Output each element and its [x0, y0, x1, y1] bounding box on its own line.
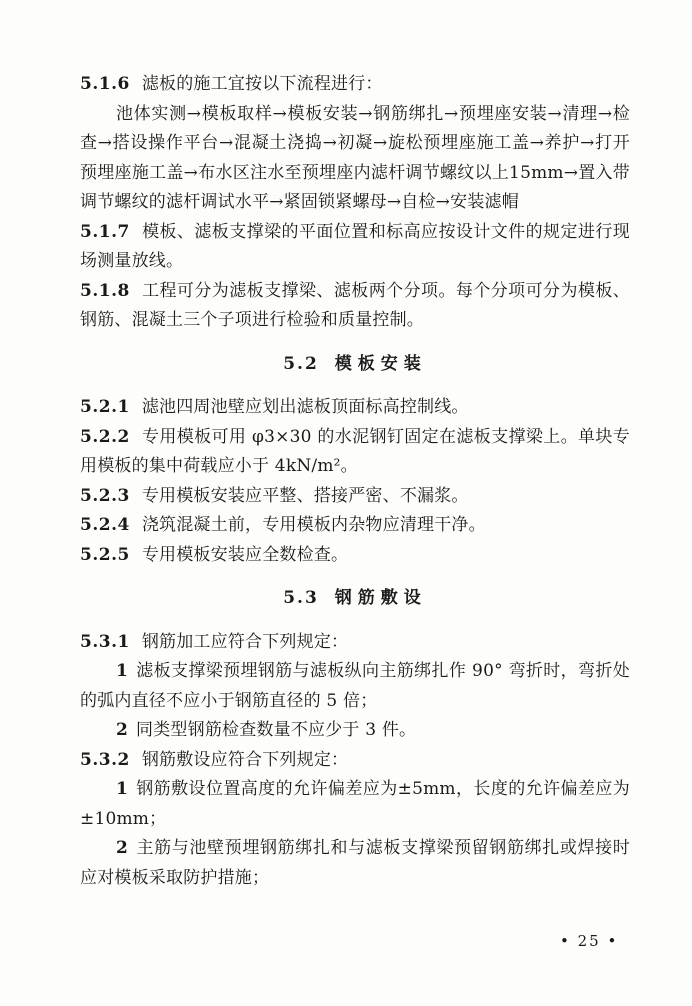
- clause-number: 5.2.1: [80, 397, 130, 417]
- document-page: [80, 70, 630, 893]
- clause-5-1-8: [80, 277, 630, 336]
- clause-number: 5.1.7: [80, 221, 130, 242]
- clause-5-3-2: [80, 746, 630, 776]
- item-number: 1: [116, 779, 129, 799]
- item-text: 同类型钢筋检查数量不应少于 3 件。: [136, 720, 417, 740]
- list-item: [80, 716, 630, 746]
- clause-number: 5.2.3: [80, 485, 130, 506]
- list-item: [80, 657, 630, 716]
- clause-text: 钢筋加工应符合下列规定：: [141, 631, 349, 652]
- clause-text: 工程可分为滤板支撑梁、滤板两个分项。每个分项可分为模板、钢筋、混凝土三个子项进行检验和质量控制。: [80, 280, 630, 330]
- section-title: 模板安装: [334, 353, 427, 374]
- clause-text: 专用模板安装应全数检查。: [141, 544, 349, 565]
- clause-text: 浇筑混凝土前，专用模板内杂物应清理干净。: [141, 515, 486, 535]
- clause-number: 5.1.6: [80, 74, 130, 94]
- clause-5-2-4: [80, 511, 630, 541]
- clause-number: 5.2.2: [80, 426, 130, 447]
- section-number: 5.2: [283, 353, 319, 374]
- clause-5-3-1: [80, 628, 630, 658]
- page-number: • 25 •: [560, 932, 619, 950]
- section-heading-5-2: [80, 350, 630, 380]
- clause-5-1-7: [80, 218, 630, 277]
- clause-5-2-3: [80, 482, 630, 512]
- item-number: 2: [116, 838, 129, 858]
- item-number: 2: [116, 720, 129, 740]
- clause-number: 5.1.8: [80, 280, 130, 301]
- clause-text: 钢筋敷设应符合下列规定：: [141, 749, 349, 770]
- clause-text: 模板、滤板支撑梁的平面位置和标高应按设计文件的规定进行现场测量放线。: [80, 221, 630, 271]
- clause-number: 5.2.5: [80, 544, 130, 565]
- section-heading-5-3: [80, 584, 630, 614]
- clause-number: 5.3.2: [80, 749, 130, 770]
- item-text: 滤板支撑梁预埋钢筋与滤板纵向主筋绑扎作 90° 弯折时，弯折处的弧内直径不应小于钢筋直径的 5 倍；: [80, 661, 630, 711]
- item-text: 钢筋敷设位置高度的允许偏差应为±5mm，长度的允许偏差应为±10mm；: [80, 779, 630, 829]
- clause-text: 专用模板安装应平整、搭接严密、不漏浆。: [141, 485, 469, 506]
- clause-number: 5.3.1: [80, 631, 130, 652]
- item-text: 主筋与池壁预埋钢筋绑扎和与滤板支撑梁预留钢筋绑扎或焊接时应对模板采取防护措施；: [80, 838, 630, 888]
- clause-text: 滤板的施工宜按以下流程进行：: [141, 74, 383, 94]
- clause-number: 5.2.4: [80, 515, 130, 535]
- clause-5-2-1: [80, 393, 630, 423]
- clause-text: 滤池四周池壁应划出滤板顶面标高控制线。: [141, 397, 469, 417]
- clause-5-2-2: [80, 423, 630, 482]
- section-number: 5.3: [283, 588, 319, 608]
- clause-5-2-5: [80, 541, 630, 571]
- list-item: [80, 775, 630, 834]
- item-number: 1: [116, 661, 129, 681]
- list-item: [80, 834, 630, 893]
- section-title: 钢筋敷设: [334, 588, 427, 608]
- clause-5-1-6-flow: 池体实测→模板取样→模板安装→钢筋绑扎→预埋座安装→清理→检查→搭设操作平台→混凝土浇捣→初凝→旋松预埋座施工盖→养护→打开预埋座施工盖→布水区注水至预埋座内滤杆调节螺纹以上15mm→置入带调节螺纹的滤杆调试水平→紧固锁紧螺母→自检→安装滤帽: [80, 103, 630, 212]
- clause-5-1-6: [80, 70, 630, 100]
- clause-text: 专用模板可用 φ3×30 的水泥钢钉固定在滤板支撑梁上。单块专用模板的集中荷载应小于 4kN/m²。: [80, 426, 630, 476]
